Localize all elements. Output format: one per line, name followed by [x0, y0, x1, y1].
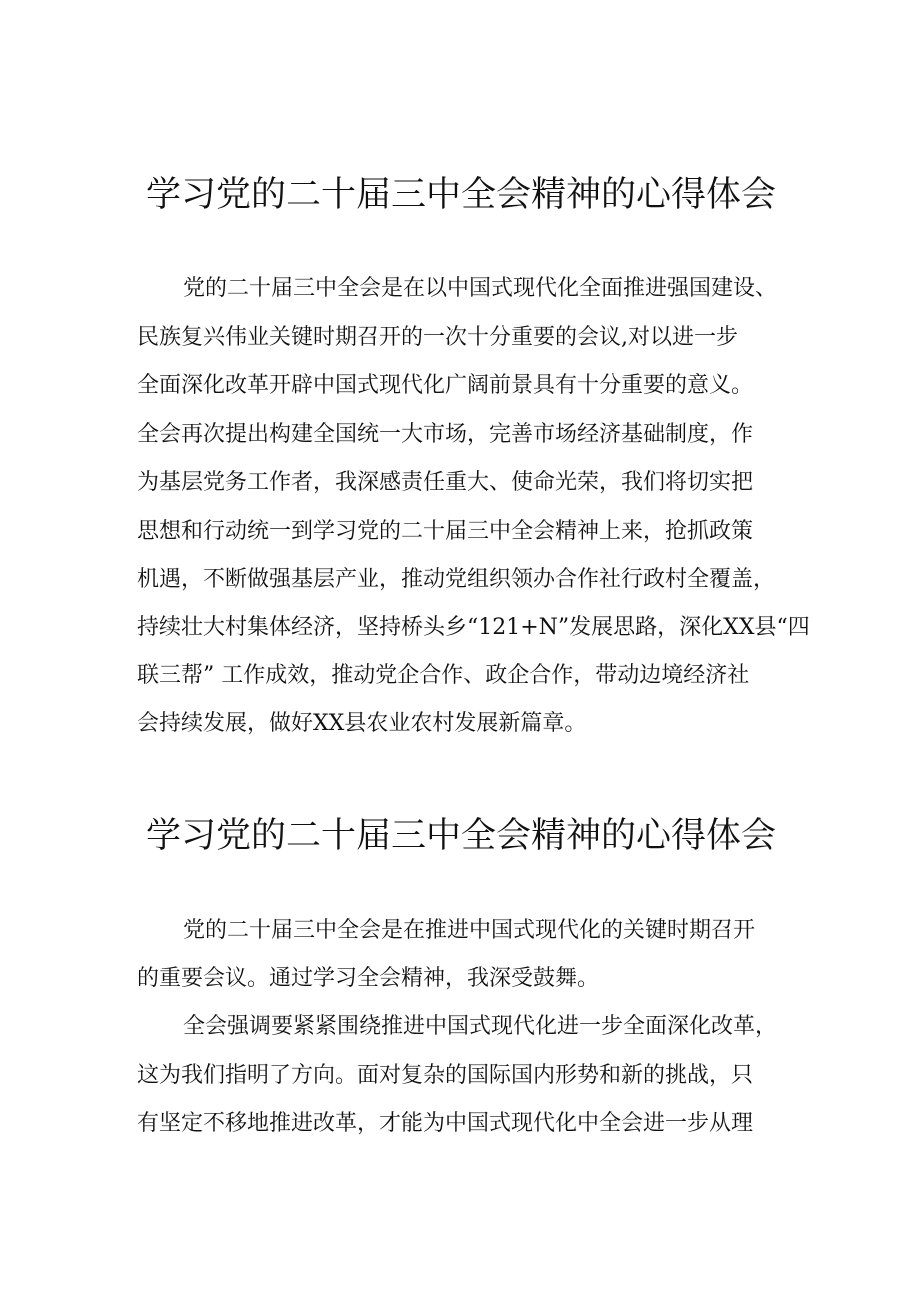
- section-1-line-3: 全面深化改革开辟中国式现代化广阔前景具有十分重要的意义。: [137, 373, 754, 398]
- section-2-line-1: 党的二十届三中全会是在推进中国式现代化的关键时期召开: [183, 918, 756, 943]
- section-1-line-5: 为基层党务工作者，我深感责任重大、使命光荣，我们将切实把: [137, 470, 754, 495]
- section-2-line-5: 有坚定不移地推进改革，才能为中国式现代化中全会进一步从理: [137, 1111, 754, 1136]
- section-1-line-10: 会持续发展，做好XX县农业农村发展新篇章。: [137, 711, 587, 736]
- section-2-title: 学习党的二十届三中全会精神的心得体会: [146, 816, 777, 856]
- section-2-line-3: 全会强调要紧紧围绕推进中国式现代化进一步全面深化改革，: [183, 1014, 778, 1039]
- section-1-line-1: 党的二十届三中全会是在以中国式现代化全面推进强国建设、: [183, 276, 778, 301]
- section-1-line-7: 机遇，不断做强基层产业，推动党组织领办合作社行政村全覆盖，: [137, 567, 776, 592]
- section-2-line-4: 这为我们指明了方向。面对复杂的国际国内形势和新的挑战，只: [137, 1063, 754, 1088]
- section-1-line-8: 持续壮大村集体经济，坚持桥头乡“121+N”发展思路，深化XX县“四: [137, 615, 810, 640]
- section-2-line-2: 的重要会议。通过学习全会精神，我深受鼓舞。: [137, 966, 600, 991]
- section-1-line-6: 思想和行动统一到学习党的二十届三中全会精神上来，抢抓政策: [137, 519, 754, 544]
- section-1-line-2: 民族复兴伟业关键时期召开的一次十分重要的会议,对以进一步: [137, 325, 738, 350]
- section-1-line-9: 联三帮” 工作成效，推动党企合作、政企合作，带动边境经济社: [137, 663, 750, 688]
- section-1-title: 学习党的二十届三中全会精神的心得体会: [146, 175, 777, 215]
- section-1-line-4: 全会再次提出构建全国统一大市场，完善市场经济基础制度，作: [137, 422, 754, 447]
